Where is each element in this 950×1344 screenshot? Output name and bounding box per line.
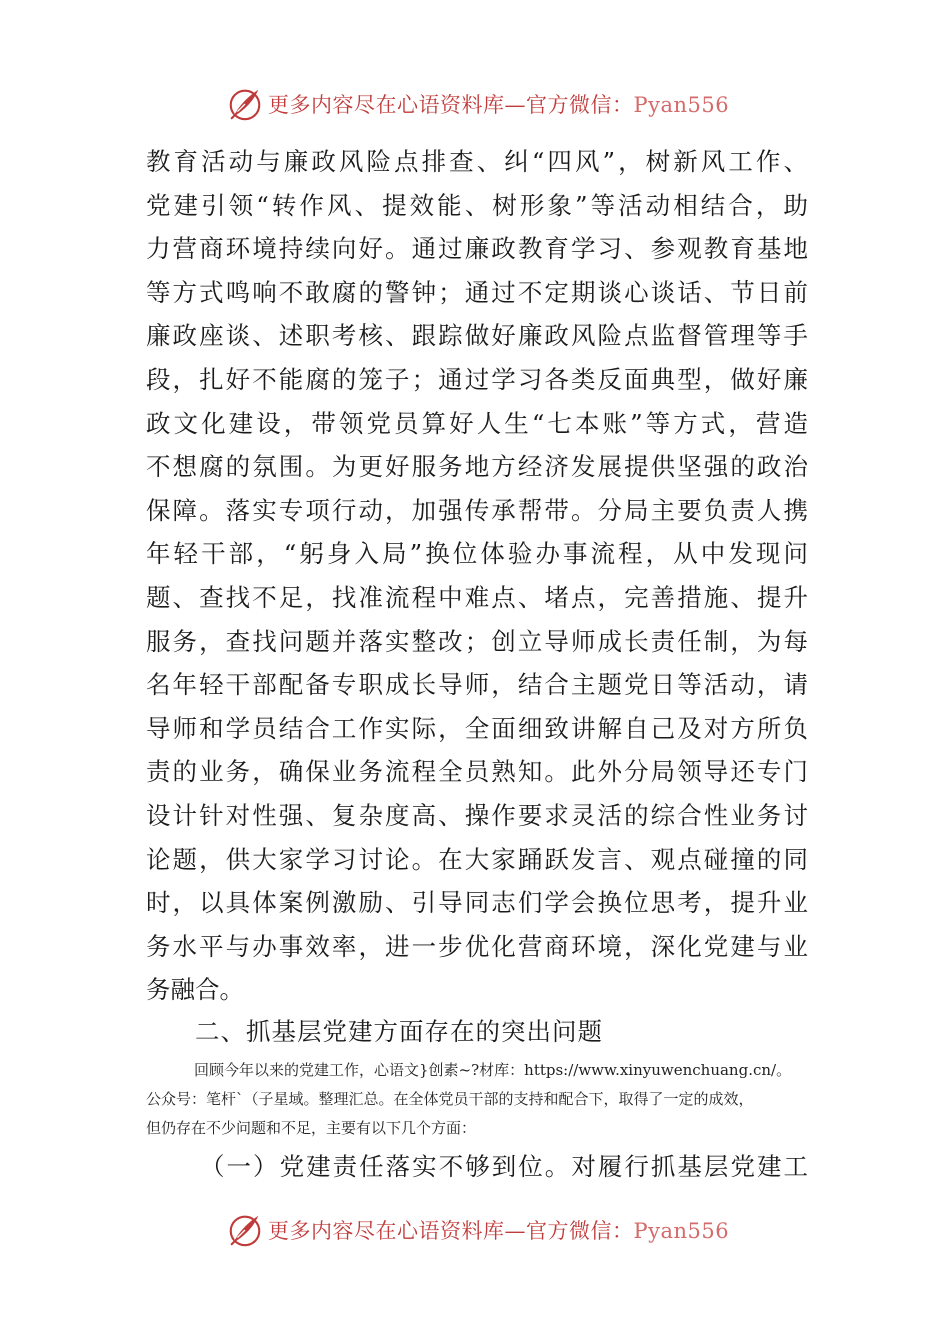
small-line: 回顾今年以来的党建工作，心语文}创素~?材库：https://www.xinyuwenchuang.cn/。 [194, 1061, 792, 1079]
watermark-text: 更多内容尽在心语资料库—官方微信：Pyan556 [268, 93, 730, 117]
paragraph-line: 不想腐的氛围。为更好服务地方经济发展提供坚强的政治 [146, 452, 808, 482]
small-line: 但仍存在不少问题和不足，主要有以下几个方面： [146, 1119, 477, 1137]
paragraph-line: 论题，供大家学习讨论。在大家踊跃发言、观点碰撞的同 [146, 844, 808, 874]
body-paragraph [146, 140, 808, 1012]
paragraph-line: 等方式鸣响不敢腐的警钟；通过不定期谈心谈话、节日前 [146, 277, 808, 307]
paragraph-line: 题、查找不足，找准流程中难点、堵点，完善措施、提升 [146, 582, 808, 612]
paragraph-line: 政文化建设，带领党员算好人生“七本账”等方式，营造 [146, 408, 808, 438]
wechat-id: Pyan556 [633, 1219, 730, 1243]
watermark-text: 更多内容尽在心语资料库—官方微信：Pyan556 [268, 1219, 730, 1243]
paragraph-line: 服务，查找问题并落实整改；创立导师成长责任制，为每 [146, 626, 808, 656]
paragraph-line: 务融合。 [146, 975, 244, 1005]
watermark-banner-top [226, 82, 746, 126]
paragraph-line: 导师和学员结合工作实际，全面细致讲解自己及对方所负 [146, 713, 808, 743]
watermark-banner-bottom [226, 1208, 746, 1252]
paragraph-line: 时，以具体案例激励、引导同志们学会换位思考，提升业 [146, 888, 808, 918]
paragraph-line: 保障。落实专项行动，加强传承帮带。分局主要负责人携 [146, 495, 808, 525]
quill-pen-logo-icon [226, 85, 264, 123]
paragraph-line: 设计针对性强、复杂度高、操作要求灵活的综合性业务讨 [146, 800, 808, 830]
paragraph-line: 廉政座谈、述职考核、跟踪做好廉政风险点监督管理等手 [146, 321, 808, 351]
paragraph-line: 教育活动与廉政风险点排查、纠“四风”，树新风工作、 [146, 147, 808, 176]
paragraph-line: 责的业务，确保业务流程全员熟知。此外分局领导还专门 [146, 757, 808, 787]
paragraph-line: 名年轻干部配备专职成长导师，结合主题党日等活动，请 [146, 670, 808, 700]
paragraph-line: 段，扎好不能腐的笼子；通过学习各类反面典型，做好廉 [146, 364, 808, 394]
paragraph-line: 力营商环境持续向好。通过廉政教育学习、参观教育基地 [146, 234, 808, 264]
small-line: 公众号：笔杆`（子星域。整理汇总。在全体党员干部的支持和配合下，取得了一定的成效， [146, 1090, 754, 1108]
section-heading: 二、抓基层党建方面存在的突出问题 [195, 1017, 603, 1046]
wechat-id: Pyan556 [633, 93, 730, 117]
quill-pen-logo-icon [226, 1211, 264, 1249]
sub-heading: （一）党建责任落实不够到位。对履行抓基层党建工 [200, 1152, 808, 1181]
paragraph-line: 务水平与办事效率，进一步优化营商环境，深化党建与业 [146, 931, 808, 961]
paragraph-line: 党建引领“转作风、提效能、树形象”等活动相结合，助 [146, 190, 808, 220]
small-paragraph [146, 1056, 816, 1143]
paragraph-line: 年轻干部，“躬身入局”换位体验办事流程，从中发现问 [146, 539, 808, 569]
